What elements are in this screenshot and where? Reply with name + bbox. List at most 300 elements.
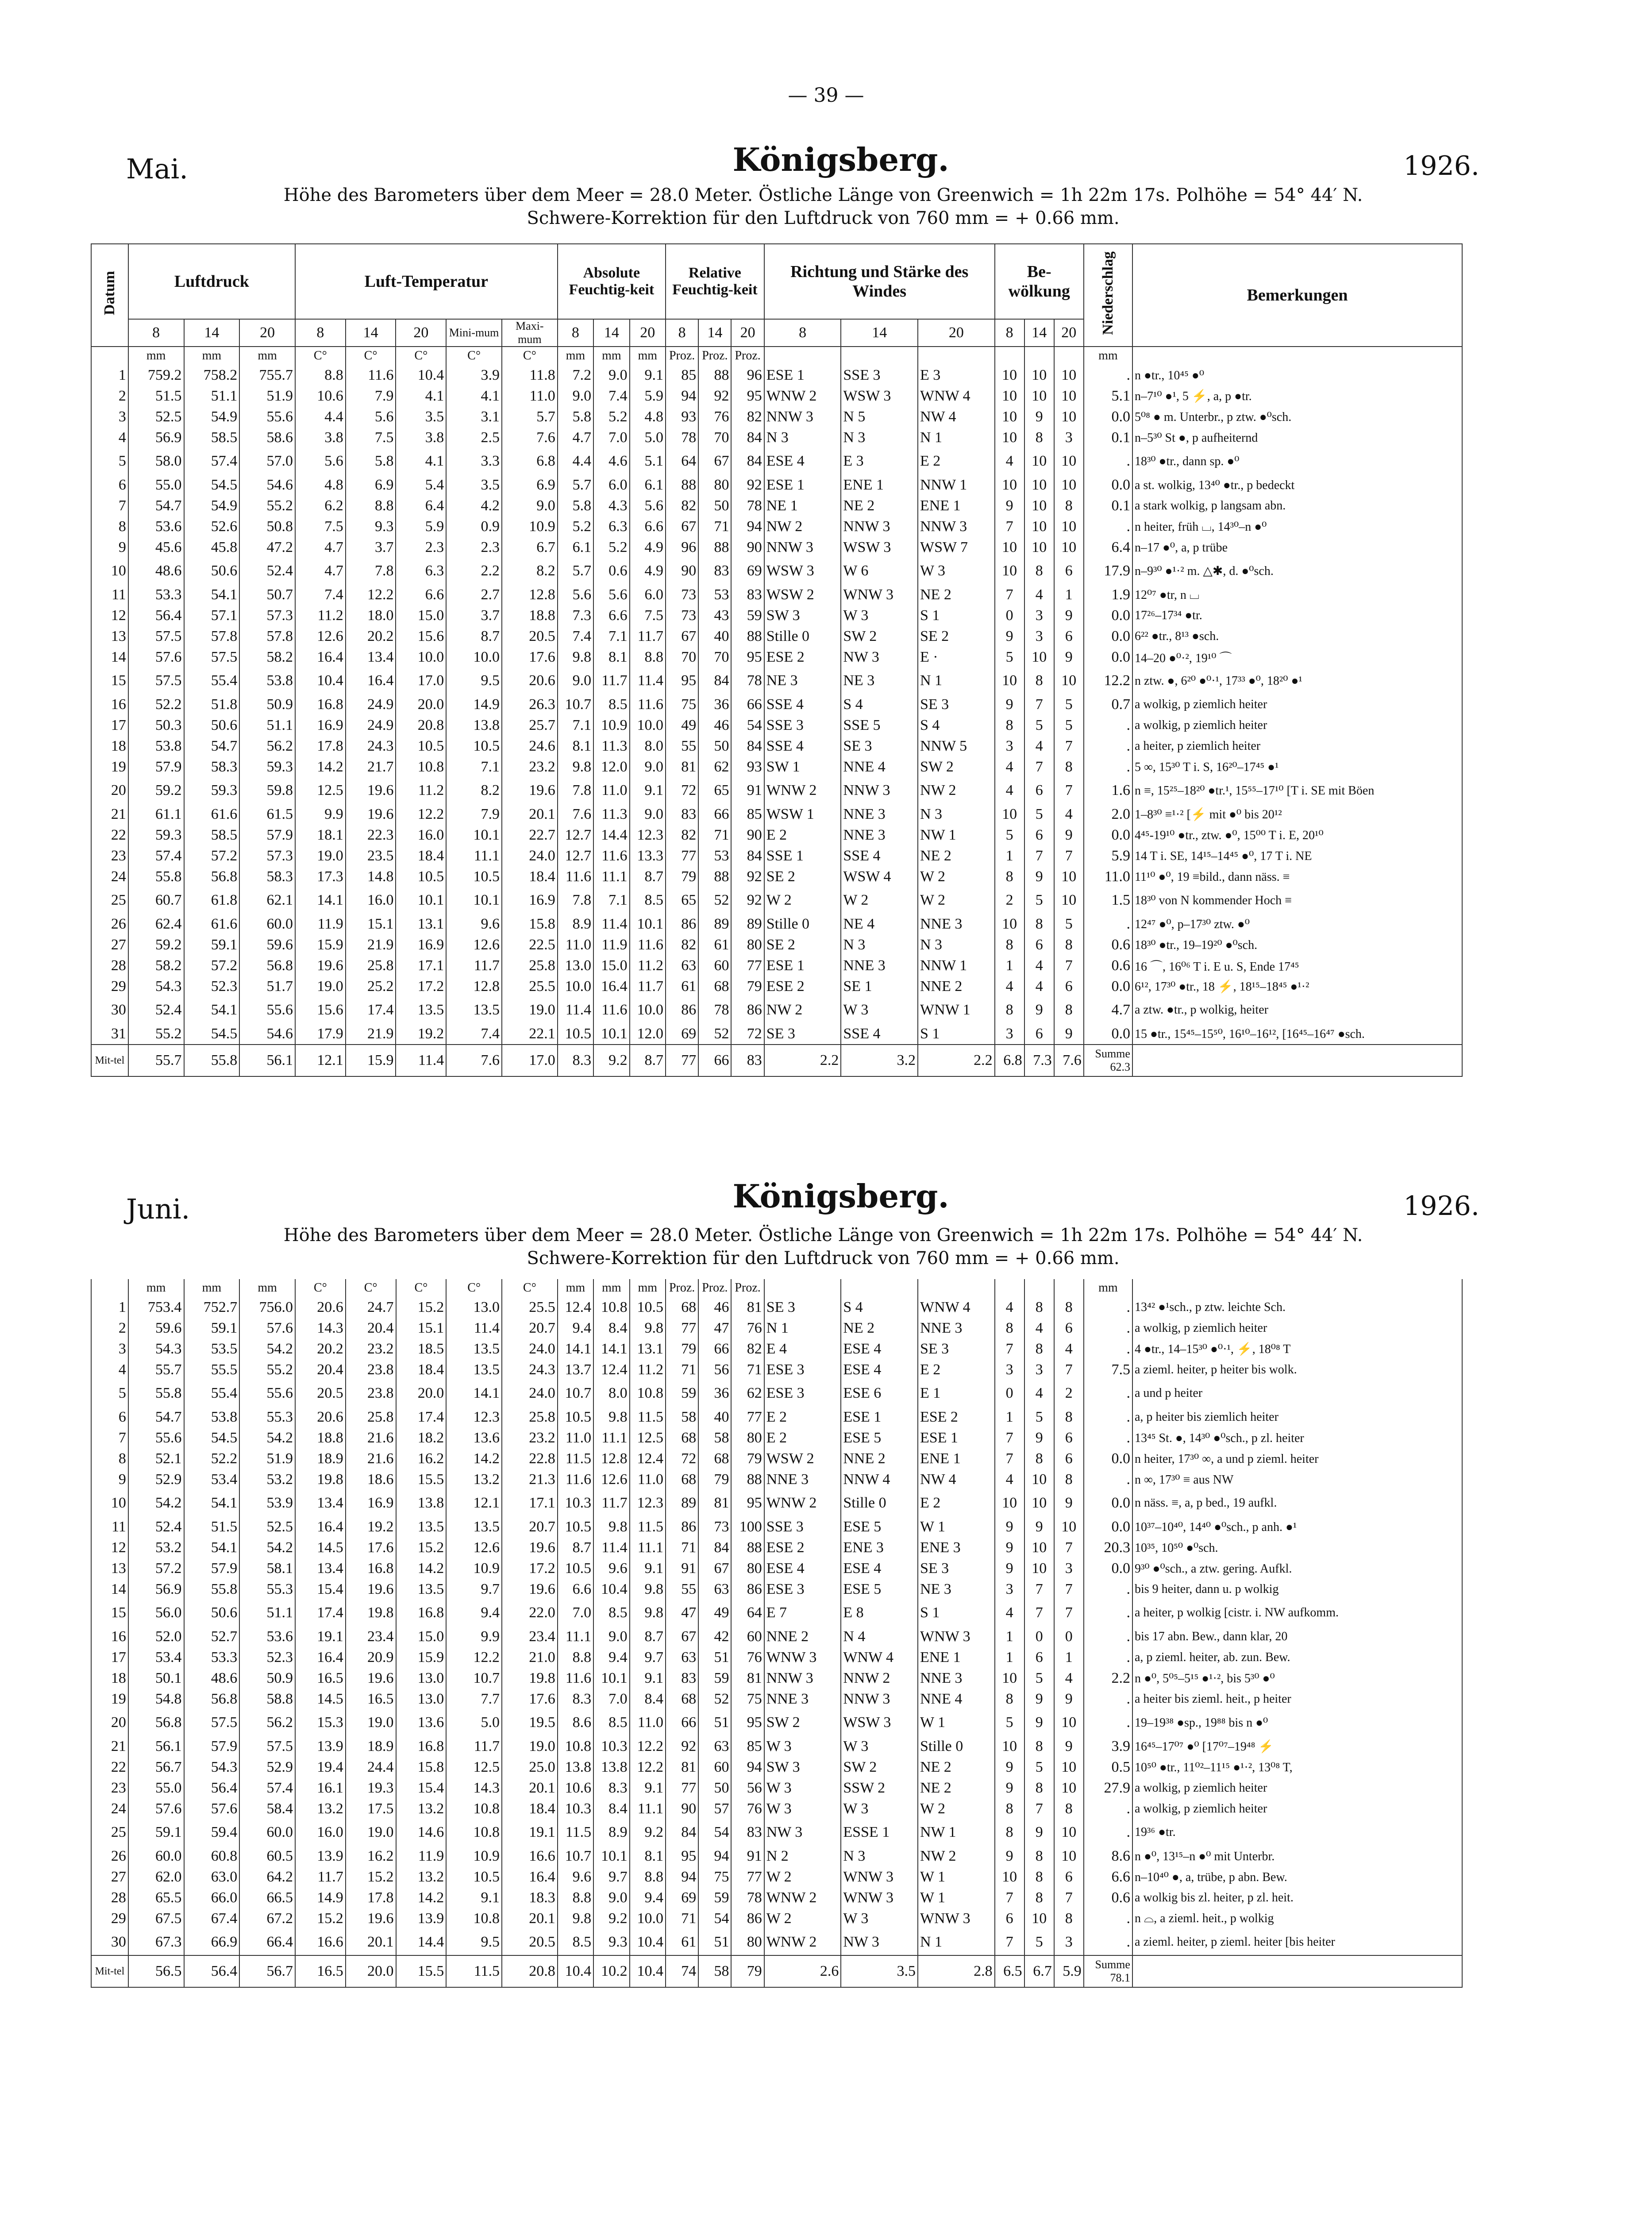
value-cell: 14.1 [446,1380,502,1407]
value-cell: 17.4 [396,1407,447,1427]
value-cell: 4 [995,1297,1024,1318]
value-cell: 84 [731,736,764,756]
value-cell: 19.5 [502,1709,558,1736]
value-cell: 8 [1024,1866,1054,1887]
value-cell: 50 [698,736,731,756]
value-cell: 52.9 [128,1469,184,1490]
value-cell: 8 [1024,1846,1054,1866]
value-cell: 56.8 [184,1689,240,1709]
value-cell: 53.3 [128,584,184,605]
value-cell: 9.0 [630,804,666,825]
remark-cell: a wolkig, p ziemlich heiter [1132,694,1462,715]
remark-cell: 19–19³⁸ ●sp., 19⁸⁸ bis n ●⁰ [1132,1709,1462,1736]
value-cell: 3.9 [1084,1736,1132,1757]
value-cell: . [1084,914,1132,934]
value-cell: 20.6 [295,1297,346,1318]
remark-cell: 17²⁶–17³⁴ ●tr. [1132,605,1462,626]
value-cell: 7 [1054,777,1084,804]
value-cell: 82 [731,1338,764,1359]
mean-cell: 56.1 [239,1045,295,1076]
value-cell: 11.7 [446,1736,502,1757]
value-cell: 55.0 [128,1777,184,1798]
value-cell: 21.6 [346,1448,396,1469]
value-cell: 2.7 [446,584,502,605]
value-cell: 53.2 [239,1469,295,1490]
value-cell: 78 [698,997,731,1023]
value-cell: 55.8 [128,1380,184,1407]
day-cell: 22 [91,825,128,845]
value-cell: 13.5 [446,1359,502,1380]
value-cell: 8.0 [593,1380,629,1407]
value-cell: 8 [995,866,1024,887]
value-cell: 18.8 [295,1427,346,1448]
value-cell: WNW 3 [841,1887,918,1908]
value-cell: 57.4 [184,448,240,474]
value-cell: 83 [731,1819,764,1846]
value-cell: 9 [995,694,1024,715]
value-cell: 10 [1054,887,1084,914]
value-cell: 22.7 [502,825,558,845]
value-cell: 5 [1024,1407,1054,1427]
value-cell: 95 [666,667,698,694]
day-cell: 2 [91,386,128,406]
value-cell: 8 [1024,1736,1054,1757]
value-cell: W 1 [918,1887,995,1908]
value-cell: NNE 3 [764,1469,841,1490]
value-cell: 54 [731,715,764,736]
value-cell: . [1084,1318,1132,1338]
value-cell: NW 2 [918,1846,995,1866]
value-cell: SW 2 [918,756,995,777]
value-cell: N 3 [841,934,918,955]
day-cell: 10 [91,1490,128,1516]
value-cell: 4 [1054,1668,1084,1689]
value-cell: 9 [995,1757,1024,1777]
value-cell: W 3 [764,1777,841,1798]
value-cell: 7 [995,516,1024,537]
value-cell: 12.8 [593,1448,629,1469]
mean-cell: 5.9 [1054,1955,1084,1987]
value-cell: 6.4 [1084,537,1132,558]
unit-cell [764,347,841,365]
value-cell: 9.6 [558,1866,593,1887]
day-cell: 9 [91,1469,128,1490]
value-cell: 13.4 [295,1490,346,1516]
value-cell: 16.4 [502,1866,558,1887]
value-cell: 14.9 [295,1887,346,1908]
value-cell: 13.2 [396,1798,447,1819]
value-cell: ENE 1 [918,1448,995,1469]
value-cell: S 4 [841,1297,918,1318]
may-table [91,243,1463,1077]
value-cell: 82 [666,825,698,845]
value-cell: 16.6 [295,1929,346,1955]
value-cell: SE 3 [918,1338,995,1359]
value-cell: . [1084,715,1132,736]
value-cell: S 4 [918,715,995,736]
value-cell: 86 [666,997,698,1023]
value-cell: 19.6 [295,955,346,976]
value-cell: . [1084,1709,1132,1736]
value-cell: NNW 3 [764,406,841,427]
value-cell: 9.9 [446,1626,502,1647]
value-cell: NE 2 [918,1777,995,1798]
value-cell: 20.0 [396,694,446,715]
value-cell: 95 [731,647,764,667]
unit-cell [841,347,918,365]
value-cell: E 3 [918,365,995,386]
day-cell: 20 [91,1709,128,1736]
value-cell: 10 [1024,1908,1054,1929]
value-cell: 6 [995,1908,1024,1929]
value-cell: 61.1 [128,804,184,825]
value-cell: 5 [995,647,1024,667]
value-cell: 55.8 [184,1579,240,1600]
value-cell: 8.4 [593,1798,629,1819]
value-cell: 5.0 [446,1709,502,1736]
value-cell: 55.4 [184,1380,240,1407]
value-cell: 11.2 [295,605,346,626]
value-cell: ESE 1 [764,955,841,976]
value-cell: 10 [1024,495,1054,516]
value-cell: 5.9 [396,516,446,537]
value-cell: 4 [995,1600,1024,1626]
value-cell: 67.2 [239,1908,295,1929]
value-cell: 13.0 [396,1668,447,1689]
value-cell: 23.8 [346,1359,396,1380]
value-cell: 9 [995,1558,1024,1579]
value-cell: 19.8 [346,1600,396,1626]
value-cell: 11.1 [593,1427,629,1448]
value-cell: 12.2 [1084,667,1132,694]
value-cell: 4.4 [558,448,593,474]
value-cell: 8.5 [593,1600,629,1626]
table-row [91,1689,1462,1709]
value-cell: 14.1 [593,1338,629,1359]
mean-cell: 2.2 [764,1045,841,1076]
value-cell: 61.5 [239,804,295,825]
value-cell: ESE 4 [841,1558,918,1579]
value-cell: 0.0 [1084,406,1132,427]
value-cell: NNW 3 [841,777,918,804]
mean-cell: 3.5 [841,1955,918,1987]
value-cell: 69 [666,1023,698,1045]
value-cell: 50 [698,495,731,516]
value-cell: 9 [1024,1516,1054,1537]
value-cell: 9 [1054,1736,1084,1757]
value-cell: 10.0 [630,1908,666,1929]
value-cell: 9.1 [630,365,666,386]
value-cell: 55.3 [239,1407,295,1427]
mean-cell: 7.6 [446,1045,502,1076]
value-cell: 69 [731,558,764,584]
value-cell: SE 3 [764,1023,841,1045]
remark-cell: a heiter bis zieml. heit., p heiter [1132,1689,1462,1709]
value-cell: WNW 3 [841,1866,918,1887]
value-cell: 15.4 [396,1777,447,1798]
value-cell: SW 2 [841,1757,918,1777]
value-cell: 15.0 [396,1626,447,1647]
day-cell: 11 [91,584,128,605]
may-table-body [91,347,1462,1076]
value-cell: 7.8 [558,777,593,804]
value-cell: 18.6 [346,1469,396,1490]
value-cell: 4 [995,777,1024,804]
value-cell: 8 [995,1689,1024,1709]
value-cell: 6 [1054,976,1084,997]
value-cell: 25.8 [346,955,396,976]
value-cell: 12.5 [446,1757,502,1777]
col-datum: Datum [91,244,128,347]
value-cell: 11.0 [558,1427,593,1448]
value-cell: 75 [666,694,698,715]
value-cell: ESE 3 [764,1359,841,1380]
value-cell: 81 [698,1490,731,1516]
value-cell: 72 [666,777,698,804]
value-cell: 7.1 [558,715,593,736]
table-row [91,1736,1462,1757]
value-cell: 6.1 [630,474,666,495]
value-cell: 63 [698,1579,731,1600]
value-cell: 10.7 [446,1668,502,1689]
value-cell: 10 [1054,1846,1084,1866]
value-cell: SE 3 [918,1558,995,1579]
value-cell: 10.5 [558,1558,593,1579]
value-cell: 6.3 [396,558,446,584]
value-cell: 59 [698,1668,731,1689]
value-cell: 1 [995,955,1024,976]
value-cell: 60.5 [239,1846,295,1866]
mean-cell: 17.0 [502,1045,558,1076]
unit-cell: Proz. [731,347,764,365]
unit-cell [91,347,128,365]
value-cell: S 1 [918,605,995,626]
value-cell: 86 [731,1579,764,1600]
value-cell: 54.3 [184,1757,240,1777]
value-cell: 5 [1054,914,1084,934]
value-cell: NNW 3 [918,516,995,537]
value-cell: 20.5 [502,626,558,647]
value-cell: . [1084,1579,1132,1600]
value-cell: W 3 [841,605,918,626]
value-cell: 81 [666,756,698,777]
value-cell: 5.2 [558,516,593,537]
table-row [91,825,1462,845]
value-cell: 58 [698,1427,731,1448]
value-cell: NNW 3 [841,516,918,537]
value-cell: 10.7 [558,1380,593,1407]
value-cell: 5 [1024,1929,1054,1955]
value-cell: 2.3 [396,537,446,558]
value-cell: 15.3 [295,1709,346,1736]
page-number: — 39 — [788,84,864,107]
value-cell: 11.4 [558,997,593,1023]
remark-cell: n heiter, früh ⌴, 14³⁰–n ●⁰ [1132,516,1462,537]
value-cell: 86 [666,1516,698,1537]
value-cell: 10.0 [396,647,446,667]
table-row [91,1469,1462,1490]
sub-14: 14 [593,319,629,347]
value-cell: 11.0 [1084,866,1132,887]
value-cell: 19.2 [346,1516,396,1537]
value-cell: 26.3 [502,694,558,715]
value-cell: NW 3 [764,1819,841,1846]
value-cell: ENE 3 [841,1537,918,1558]
value-cell: 17.3 [295,866,346,887]
value-cell: 5 [995,1709,1024,1736]
value-cell: 12.0 [593,756,629,777]
value-cell: 8.6 [1084,1846,1132,1866]
value-cell: 88 [731,1537,764,1558]
value-cell: 8 [995,997,1024,1023]
value-cell: 51.5 [184,1516,240,1537]
value-cell: 12.5 [295,777,346,804]
table-row [91,1427,1462,1448]
unit-cell: mm [239,1279,295,1297]
value-cell: SW 3 [764,605,841,626]
value-cell: 6 [1054,1318,1084,1338]
value-cell: 0.0 [1084,1558,1132,1579]
value-cell: 54.5 [184,1427,240,1448]
mean-cell: 58 [698,1955,731,1987]
value-cell: 3 [995,1579,1024,1600]
value-cell: . [1084,365,1132,386]
value-cell: 10 [1024,1490,1054,1516]
value-cell: WSW 7 [918,537,995,558]
day-cell: 28 [91,1887,128,1908]
day-cell: 26 [91,1846,128,1866]
value-cell: 10 [995,386,1024,406]
value-cell: WNW 4 [918,386,995,406]
value-cell: W 3 [841,1908,918,1929]
unit-row [91,1279,1462,1297]
value-cell: 6.7 [502,537,558,558]
remark-cell: 16⁴⁵–17⁰⁷ ●⁰ [17⁰⁷–19⁴⁸ ⚡ [1132,1736,1462,1757]
mean-cell: 2.2 [918,1045,995,1076]
value-cell: 9.0 [593,365,629,386]
value-cell: 7 [1054,1887,1084,1908]
value-cell: 8.5 [630,887,666,914]
value-cell: 86 [731,997,764,1023]
value-cell: 56.2 [239,1709,295,1736]
value-cell: 9 [1054,647,1084,667]
value-cell: 9.1 [630,1777,666,1798]
unit-cell [1054,1279,1084,1297]
unit-cell: mm [630,1279,666,1297]
table-row [91,1448,1462,1469]
value-cell: W 2 [764,1908,841,1929]
value-cell: 0 [1024,1626,1054,1647]
value-cell: 67 [698,448,731,474]
mean-remark-cell [1132,1955,1462,1987]
may-header-line1: Höhe des Barometers über dem Meer = 28.0 Meter. Östliche Länge von Greenwich = 1h 22m 17s. Polhöhe = 54° 44′ N. [283,185,1363,205]
value-cell: 63 [666,1647,698,1668]
value-cell: N 1 [918,427,995,448]
value-cell: 89 [698,914,731,934]
value-cell: 58.8 [239,1689,295,1709]
value-cell: 10 [995,427,1024,448]
value-cell: 9 [995,626,1024,647]
value-cell: 16.4 [593,976,629,997]
value-cell: 88 [666,474,698,495]
remark-cell: n heiter, 17³⁰ ∞, a und p zieml. heiter [1132,1448,1462,1469]
value-cell: 9 [1024,997,1054,1023]
value-cell: 15.0 [396,605,446,626]
value-cell: 54.3 [128,976,184,997]
value-cell: E 8 [841,1600,918,1626]
value-cell: 2.2 [446,558,502,584]
value-cell: NW 3 [841,1929,918,1955]
value-cell: 9.4 [558,1318,593,1338]
value-cell: 55.3 [239,1579,295,1600]
value-cell: 11.7 [446,955,502,976]
col-rel-humidity: Relative Feuchtig-keit [666,244,764,319]
value-cell: 21.0 [502,1647,558,1668]
value-cell: 20.0 [396,1380,447,1407]
value-cell: 66.4 [239,1929,295,1955]
value-cell: 12.7 [558,845,593,866]
day-cell: 7 [91,1427,128,1448]
mean-cell: 8.7 [630,1045,666,1076]
value-cell: 68 [698,976,731,997]
value-cell: . [1084,736,1132,756]
value-cell: 55 [666,736,698,756]
value-cell: 3.8 [396,427,446,448]
value-cell: 0.0 [1084,825,1132,845]
value-cell: 7 [995,1338,1024,1359]
mean-cell: 6.5 [995,1955,1024,1987]
value-cell: 8.3 [558,1689,593,1709]
value-cell: 60.0 [239,1819,295,1846]
value-cell: 51 [698,1709,731,1736]
value-cell: 55.6 [239,1380,295,1407]
remark-cell: 11¹⁰ ●⁰, 19 ≡bild., dann näss. ≡ [1132,866,1462,887]
value-cell: 14.4 [396,1929,447,1955]
remark-cell: a, p zieml. heiter, ab. zun. Bew. [1132,1647,1462,1668]
value-cell: 14.9 [446,694,502,715]
value-cell: 5.7 [502,406,558,427]
value-cell: 7.5 [630,605,666,626]
mean-cell: 66 [698,1045,731,1076]
value-cell: 0.0 [1084,647,1132,667]
value-cell: 10.5 [558,1516,593,1537]
remark-cell: n ∞, 17³⁰ ≡ aus NW [1132,1469,1462,1490]
unit-cell: mm [630,347,666,365]
value-cell: 84 [666,1819,698,1846]
value-cell: 76 [731,1318,764,1338]
value-cell: 8.9 [558,914,593,934]
value-cell: 64.2 [239,1866,295,1887]
value-cell: 9.2 [593,1908,629,1929]
value-cell: 5.1 [1084,386,1132,406]
value-cell: 23.5 [346,845,396,866]
value-cell: 16.4 [295,1516,346,1537]
value-cell: 9.8 [593,1407,629,1427]
value-cell: 52 [698,887,731,914]
value-cell: . [1084,1798,1132,1819]
value-cell: 46 [698,715,731,736]
value-cell: 3 [1054,1558,1084,1579]
value-cell: 8.7 [446,626,502,647]
value-cell: 85 [731,1736,764,1757]
value-cell: 8 [1024,1777,1054,1798]
mean-row [91,1955,1462,1987]
day-cell: 27 [91,1866,128,1887]
value-cell: WSW 3 [764,558,841,584]
table-row [91,495,1462,516]
value-cell: 7.4 [446,1023,502,1045]
value-cell: 4 [1024,976,1054,997]
